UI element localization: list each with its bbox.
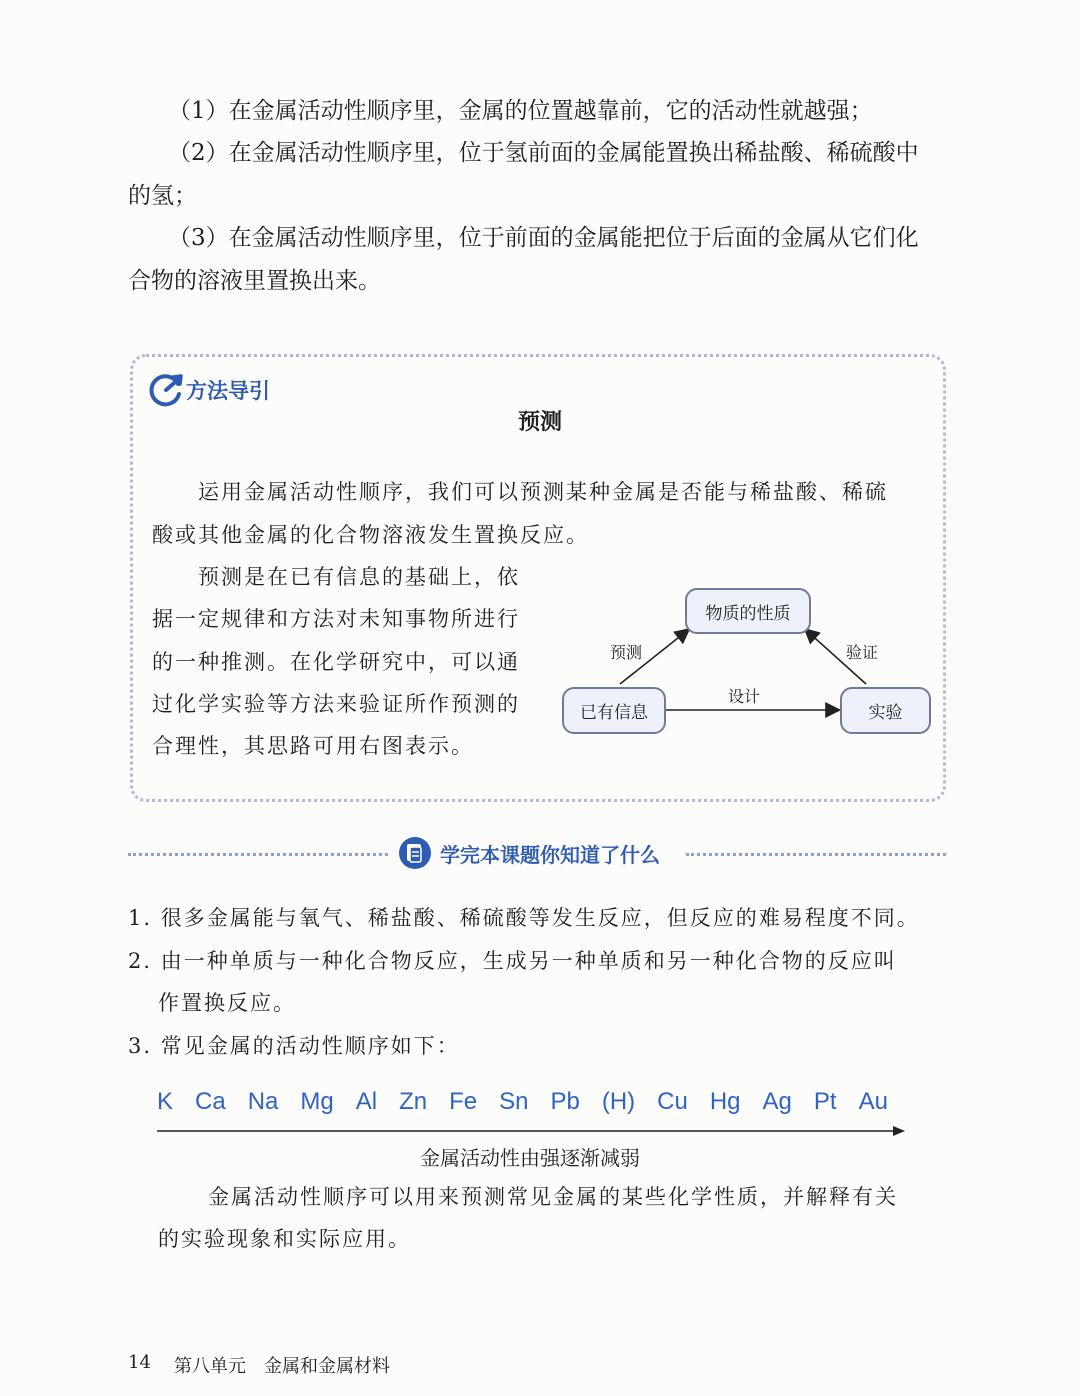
guide-paragraph-1-line-1: 运用金属活动性顺序，我们可以预测某种金属是否能与稀盐酸、稀硫 xyxy=(198,480,888,504)
series-caption: 金属活动性由强逐渐减弱 xyxy=(420,1146,640,1170)
node-substance-properties: 物质的性质 xyxy=(685,588,811,634)
closing-line-1: 金属活动性顺序可以用来预测常见金属的某些化学性质，并解释有关 xyxy=(208,1185,898,1209)
metal-symbol: Hg xyxy=(709,1088,741,1115)
metal-symbol: Sn xyxy=(499,1088,529,1115)
footer-unit: 第八单元 xyxy=(174,1356,246,1377)
edge-label-verify: 验证 xyxy=(846,643,879,662)
guide-paragraph-2-line-4: 过化学实验等方法来验证所作预测的 xyxy=(152,692,520,716)
summary-divider-right xyxy=(686,853,946,856)
summary-divider-left xyxy=(128,853,388,856)
rule-2-cont: 的氢； xyxy=(128,183,197,209)
closing-line-2: 的实验现象和实际应用。 xyxy=(158,1227,411,1251)
method-guide-header xyxy=(148,372,270,408)
metal-symbol: (H) xyxy=(601,1088,636,1115)
metal-symbol: Mg xyxy=(300,1088,334,1115)
rule-3-cont: 合物的溶液里置换出来。 xyxy=(128,268,381,294)
page-number: 14 xyxy=(128,1352,151,1373)
summary-item-2-cont: 作置换反应。 xyxy=(158,991,296,1015)
metal-symbol: Au xyxy=(858,1088,888,1115)
rule-3: （3）在金属活动性顺序里，位于前面的金属能把位于后面的金属从它们化 xyxy=(168,225,919,251)
metal-symbol: Ca xyxy=(195,1088,226,1115)
edge-label-predict: 预测 xyxy=(610,643,643,662)
series-arrow xyxy=(155,1122,907,1140)
summary-item-2: 2. 由一种单质与一种化合物反应，生成另一种单质和另一种化合物的反应叫 xyxy=(128,949,897,973)
metal-symbol: Pt xyxy=(813,1088,837,1115)
footer-unit-title: 金属和金属材料 xyxy=(264,1356,390,1377)
metal-symbol: Pb xyxy=(550,1088,580,1115)
activity-series xyxy=(157,1088,910,1116)
node-experiment: 实验 xyxy=(840,687,931,734)
metal-symbol: K xyxy=(157,1088,174,1115)
method-guide-title: 预测 xyxy=(517,409,562,435)
metal-symbol: Na xyxy=(247,1088,279,1115)
guide-paragraph-2-line-2: 据一定规律和方法对未知事物所进行 xyxy=(152,607,520,631)
metal-symbol: Zn xyxy=(399,1088,428,1115)
guide-paragraph-2-line-5: 合理性，其思路可用右图表示。 xyxy=(152,734,474,758)
rule-2: （2）在金属活动性顺序里，位于氢前面的金属能置换出稀盐酸、稀硫酸中 xyxy=(168,140,919,166)
metal-symbol: Ag xyxy=(762,1088,792,1115)
book-icon xyxy=(398,836,432,870)
edge-label-design: 设计 xyxy=(728,687,761,706)
metal-symbol: Fe xyxy=(449,1088,478,1115)
node-known-information: 已有信息 xyxy=(562,687,666,734)
summary-item-1: 1. 很多金属能与氧气、稀盐酸、稀硫酸等发生反应，但反应的难易程度不同。 xyxy=(128,906,920,930)
summary-item-3: 3. 常见金属的活动性顺序如下： xyxy=(128,1034,460,1058)
method-guide-icon xyxy=(148,372,184,408)
rule-1: （1）在金属活动性顺序里，金属的位置越靠前，它的活动性就越强； xyxy=(168,98,873,124)
method-guide-label: 方法导引 xyxy=(186,379,270,403)
guide-paragraph-2-line-1: 预测是在已有信息的基础上，依 xyxy=(198,565,520,589)
metal-symbol: Cu xyxy=(657,1088,688,1115)
guide-paragraph-2-line-3: 的一种推测。在化学研究中，可以通 xyxy=(152,650,520,674)
metal-symbol: Al xyxy=(355,1088,378,1115)
guide-paragraph-1-line-2: 酸或其他金属的化合物溶液发生置换反应。 xyxy=(152,523,589,547)
summary-header xyxy=(398,836,660,870)
summary-title: 学完本课题你知道了什么 xyxy=(440,842,660,867)
